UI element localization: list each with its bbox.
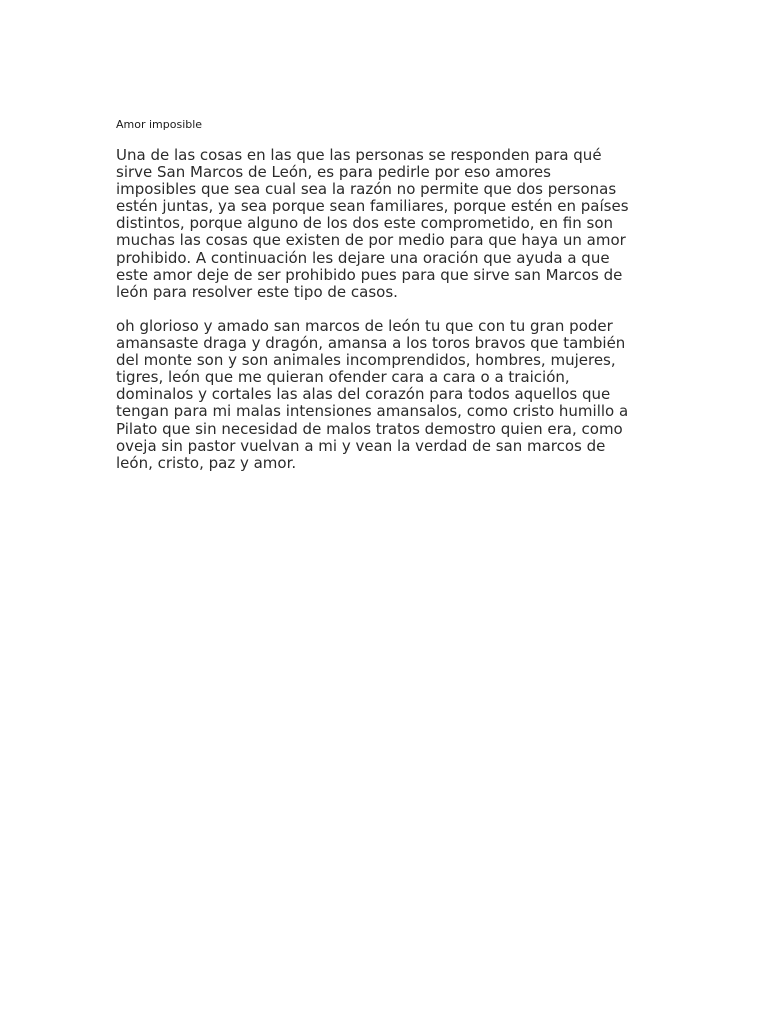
document-title: Amor imposible — [116, 118, 203, 131]
paragraph-intro: Una de las cosas en las que las personas se responden para qué sirve San Marcos de León, es para pedirle por eso amores imposibles que sea cual sea la razón no permite que dos personas estén juntas, ya sea porque sean familiares, porque estén en países distintos, porque alguno de los dos este comprometido, en fin son muchas las cosas que existen de por medio para que haya un amor prohibido. A continuación les dejare una oración que ayuda a que este amor deje de ser prohibido pues para que sirve san Marcos de león para resolver este tipo de casos. — [116, 146, 629, 301]
paragraph-prayer: oh glorioso y amado san marcos de león tu que con tu gran poder amansaste draga y dragón, amansa a los toros bravos que también del monte son y son animales incomprendidos, hombres, mujeres, tigres, león que me quieran ofender cara a cara o a traición, dominalos y cortales las alas del corazón para todos aquellos que tengan para mi malas intensiones amansalos, como cristo humillo a Pilato que sin necesidad de malos tratos demostro quien era, como oveja sin pastor vuelvan a mi y vean la verdad de san marcos de león, cristo, paz y amor. — [116, 317, 629, 472]
